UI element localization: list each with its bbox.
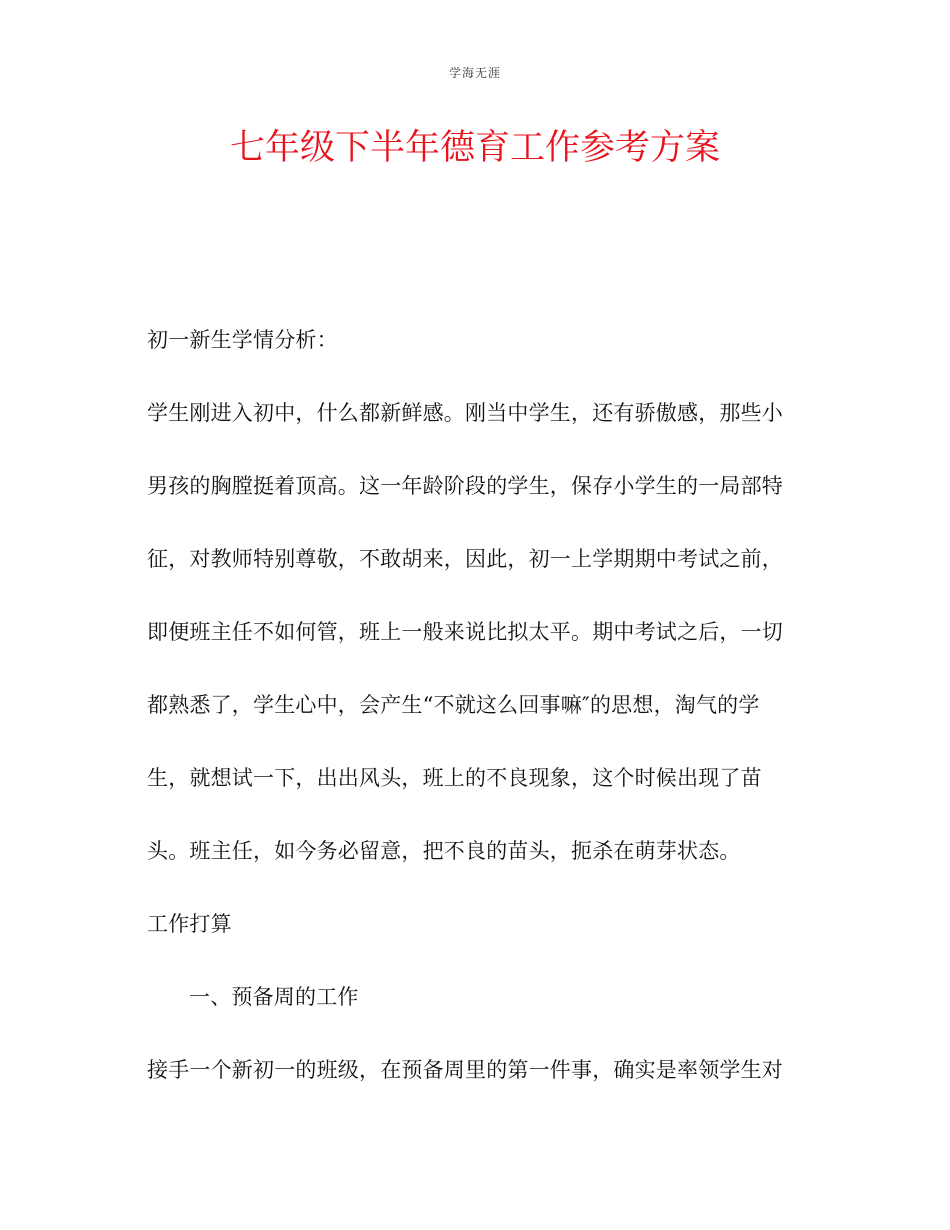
paragraph-line: 生，就想试一下，出出风头，班上的不良现象，这个时候出现了苗 xyxy=(147,766,762,790)
paragraph-line: 头。班主任，如今务必留意，把不良的苗头，扼杀在萌芽状态。 xyxy=(147,839,741,863)
section-heading-analysis: 初一新生学情分析： xyxy=(147,328,338,352)
page-header: 学海无涯 xyxy=(448,66,501,80)
paragraph-line: 学生刚进入初中，什么都新鲜感。刚当中学生，还有骄傲感，那些小 xyxy=(147,401,783,425)
document-title: 七年级下半年德育工作参考方案 xyxy=(229,128,720,168)
document-body xyxy=(147,320,812,1123)
paragraph-line: 都熟悉了，学生心中，会产生“不就这么回事嘛″的思想，淘气的学 xyxy=(147,693,760,717)
paragraph-line: 征，对教师特别尊敬，不敢胡来，因此，初一上学期期中考试之前， xyxy=(147,547,783,571)
paragraph-line: 男孩的胸膛挺着顶高。这一年龄阶段的学生，保存小学生的一局部特 xyxy=(147,474,783,498)
paragraph-line: 接手一个新初一的班级，在预备周里的第一件事，确实是率领学生对 xyxy=(147,1058,783,1082)
subsection-heading-prep-week: 一、预备周的工作 xyxy=(189,985,359,1009)
paragraph-line: 即便班主任不如何管，班上一般来说比拟太平。期中考试之后，一切 xyxy=(147,620,783,644)
section-heading-work-plan: 工作打算 xyxy=(147,912,232,936)
